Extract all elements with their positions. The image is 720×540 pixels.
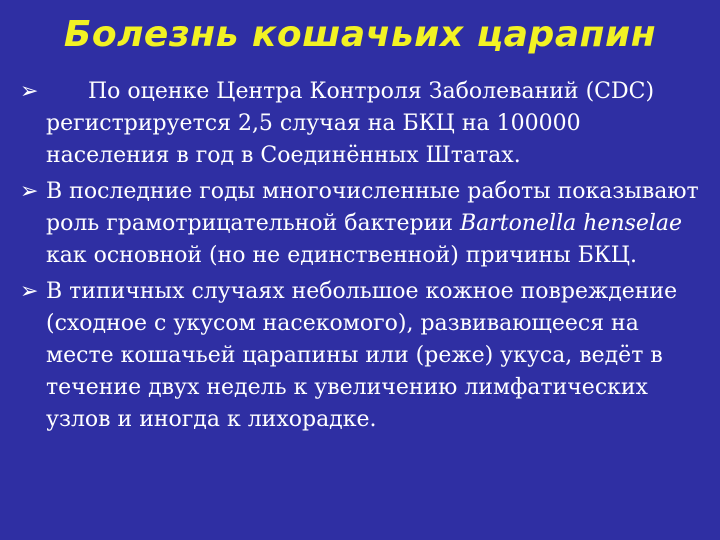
bullet-list [20,76,700,440]
bullet-text: В типичных случаях небольшое кожное повреждение (сходное с укусом насекомого), развивающееся на месте кошачьей царапины или (реже) укуса, ведёт в течение двух недель к увеличению лимфатических узлов и иногда к лихорадке. [46,279,678,432]
bullet-item-bartonella [20,176,700,272]
species-name: henselae [583,211,683,236]
bullet-item-cdc [20,76,700,172]
arrow-head-icon: ➢ [20,179,39,204]
slide-title: Болезнь кошачьих царапин [63,14,657,55]
bullet-text: По оценке Центра Контроля Заболеваний (CDC) регистрируется 2,5 случая на БКЦ на 100000 населения в год в Соединённых Штатах. [46,79,655,168]
arrow-head-icon: ➢ [20,279,39,304]
bullet-item-typical-cases [20,276,700,436]
bullet-text: В последние годы многочисленные работы показывают роль грамотрицательной бактерии [46,179,699,236]
genus-name: Bartonella [459,211,577,236]
arrow-head-icon: ➢ [20,79,39,104]
bullet-text: как основной (но не единственной) причины БКЦ. [46,243,637,268]
